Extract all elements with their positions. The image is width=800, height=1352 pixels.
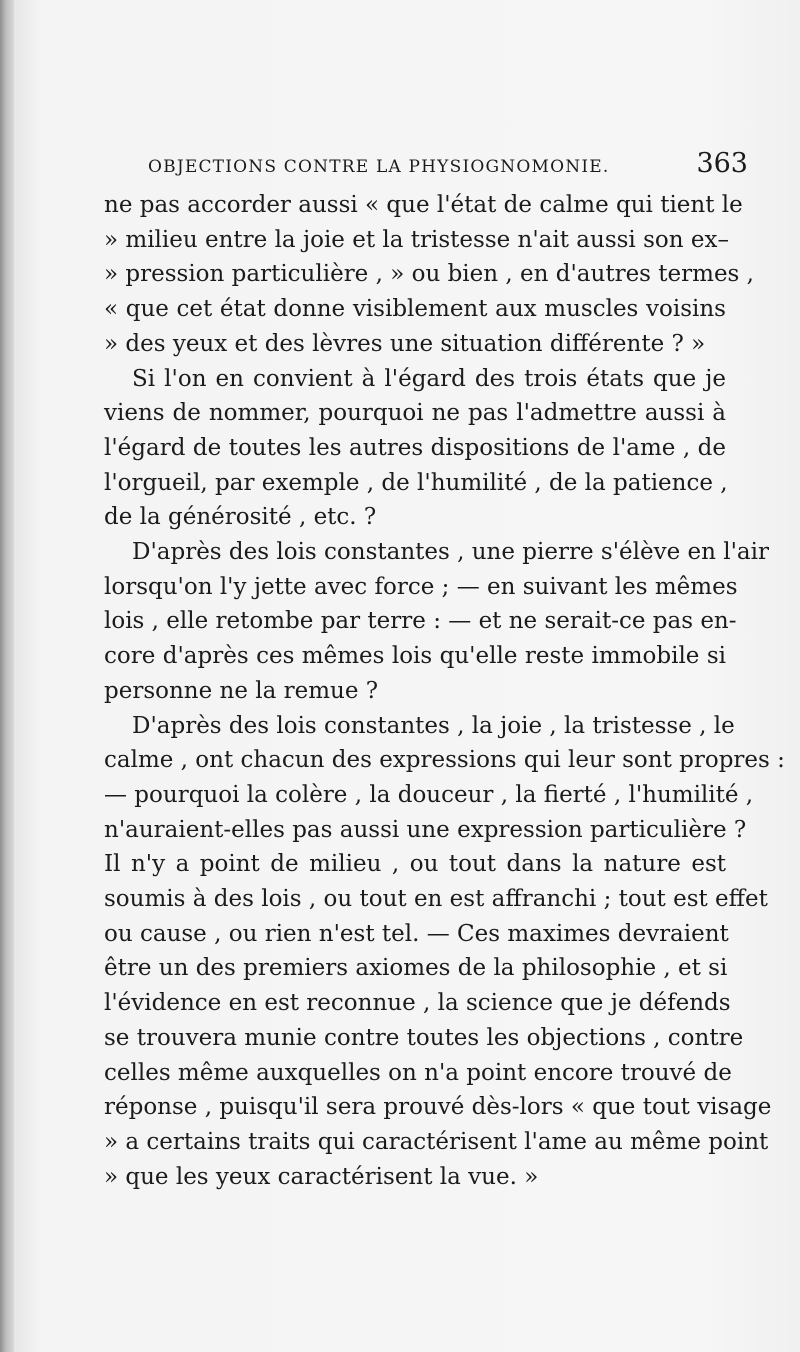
- text-line: » des yeux et des lèvres une situation différente ? »: [104, 330, 706, 357]
- text-line: l'orgueil, par exemple , de l'humilité , de la patience ,: [104, 469, 728, 496]
- text-line: » que les yeux caractérisent la vue. »: [104, 1163, 539, 1190]
- text-line: celles même auxquelles on n'a point encore trouvé de: [104, 1059, 732, 1086]
- text-line: n'auraient-elles pas aussi une expression particulière ?: [104, 816, 747, 843]
- text-line: Si l'on en convient à l'égard des trois états que je: [132, 365, 726, 392]
- text-line: l'égard de toutes les autres dispositions de l'ame , de: [104, 434, 726, 461]
- text-line: Il n'y a point de milieu , ou tout dans la nature est: [104, 851, 726, 878]
- text-line: » pression particulière , » ou bien , en d'autres termes ,: [104, 261, 754, 288]
- paragraph: [104, 362, 726, 536]
- text-line: ou cause , ou rien n'est tel. — Ces maximes devraient: [104, 920, 729, 947]
- text-line: l'évidence en est reconnue , la science que je défends: [104, 990, 731, 1017]
- text-line: D'après des lois constantes , la joie , la tristesse , le: [132, 712, 735, 739]
- running-title: OBJECTIONS CONTRE LA PHYSIOGNOMONIE.: [148, 157, 610, 177]
- text-line: personne ne la remue ?: [104, 677, 379, 704]
- paragraph: [104, 188, 754, 362]
- text-line: « que cet état donne visiblement aux muscles voisins: [104, 296, 726, 323]
- text-line: être un des premiers axiomes de la philosophie , et si: [104, 955, 728, 982]
- text-line: se trouvera munie contre toutes les objections , contre: [104, 1024, 744, 1051]
- text-line: core d'après ces mêmes lois qu'elle reste immobile si: [104, 643, 726, 670]
- text-line: » milieu entre la joie et la tristesse n'ait aussi son ex–: [104, 226, 729, 253]
- text-line: réponse , puisqu'il sera prouvé dès-lors « que tout visage: [104, 1094, 772, 1121]
- text-line: ne pas accorder aussi « que l'état de calme qui tient le: [104, 192, 743, 218]
- text-line: calme , ont chacun des expressions qui leur sont propres :: [104, 747, 785, 774]
- text-line: — pourquoi la colère , la douceur , la fierté , l'humilité ,: [104, 781, 754, 808]
- text-line: D'après des lois constantes , une pierre s'élève en l'air: [132, 539, 769, 566]
- running-header: [148, 148, 748, 179]
- paragraph: [104, 709, 785, 1195]
- text-line: lois , elle retombe par terre : — et ne serait-ce pas en-: [104, 608, 737, 635]
- text-line: viens de nommer, pourquoi ne pas l'admettre aussi à: [104, 400, 726, 427]
- paragraph: [104, 535, 769, 709]
- text-line: soumis à des lois , ou tout en est affranchi ; tout est effet: [104, 886, 768, 913]
- text-line: » a certains traits qui caractérisent l'ame au même point: [104, 1128, 769, 1155]
- text-line: de la générosité , etc. ?: [104, 504, 377, 531]
- page-number: 363: [696, 148, 748, 179]
- body-text: [104, 188, 785, 1194]
- page-gutter-shadow: [0, 0, 14, 1352]
- text-line: lorsqu'on l'y jette avec force ; — en suivant les mêmes: [104, 573, 738, 600]
